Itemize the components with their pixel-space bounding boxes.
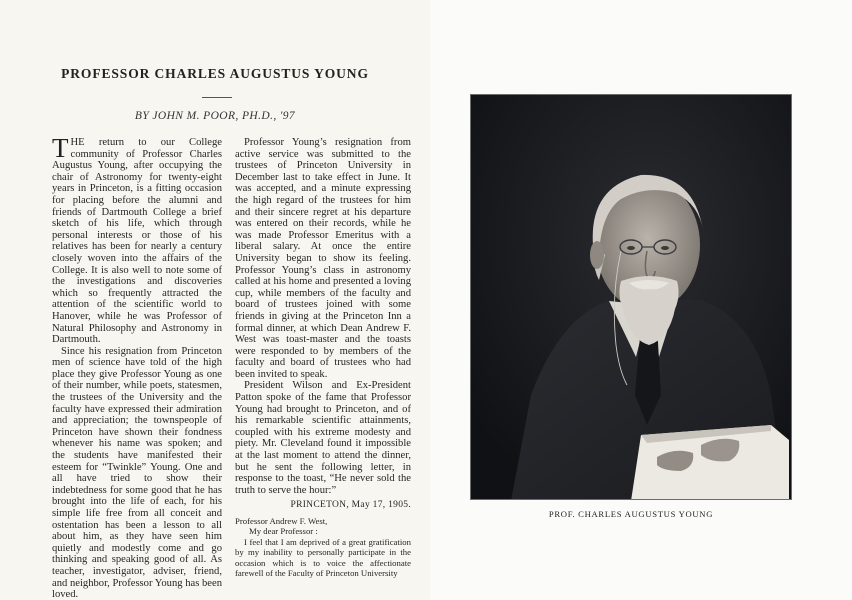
title-divider — [202, 97, 232, 98]
paragraph-3: Professor Young’s resignation from active service was submitted to the trustees of Princeton University in December last to take effect in June. It was accepted, and a minute expressing the high regard of the trustees for him and their sincere regret at his departure was entered on their records, while he was made Professor Emeritus with a liberal salary. At once the entire University began to show its feeling. Professor Young’s class in astronomy called at his home and presented a loving cup, while members of the faculty and board of trustees joined with some friends in giving at the Princeton Inn a formal dinner, at which Dean Andrew F. West was toast-master and the toasts were responded to by members of the faculty and board of trustees who had been invited to speak. — [235, 137, 411, 380]
text-column-right — [235, 137, 411, 578]
drop-cap: T — [52, 133, 69, 163]
paragraph-1-text: HE return to our College community of Professor Charles Augustus Young, after occupying the chair of Astronomy for twenty-eight years in Princeton, is a fitting occasion for placing before the alumni and friends of Dartmouth College a brief sketch of his life, which through personal interests or those of his relatives has been for nearly a century closely woven into the affairs of the College. It is also well to note some of the investigations and discoveries which so frequently attracted the attention of the scientific world to Hanover, while he was Professor of Natural Philosophy and Astronomy in Dartmouth. — [52, 137, 222, 346]
text-column-left — [52, 133, 222, 600]
letter-addressee: Professor Andrew F. West, — [235, 516, 328, 526]
portrait-photo — [470, 94, 792, 500]
article-title: PROFESSOR CHARLES AUGUSTUS YOUNG — [61, 66, 369, 81]
paragraph-1 — [52, 133, 222, 346]
letter-dateline: PRINCETON, May 17, 1905. — [290, 500, 411, 511]
photo-caption: PROF. CHARLES AUGUSTUS YOUNG — [548, 509, 714, 519]
paragraph-2: Since his resignation from Princeton men of science have told of the high place they give Professor Young as one of their number, while poets, statesmen, the trustees of the University and the faculty have expressed their admiration and appreciation; the townspeople of Princeton have shown their fondness whenever his name was spoken; and the students have manifested their esteem for “Twinkle” Young. One and all have tried to show their indebtedness for some good that he has brought into the life of each, for his simple life free from all conceit and ostentation has been a lesson to all about him, as they have seen him quietly and modestly come and go thinking and speaking good of all. As teacher, investigator, adviser, friend, and neighbor, Professor Young has been loved. — [52, 345, 222, 600]
paragraph-4: President Wilson and Ex-President Patton spoke of the fame that Professor Young had brought to Princeton, and of his remarkable scientific attainments, coupled with his extreme modesty and piety. Mr. Cleveland found it impossible at the last moment to attend the dinner, but he sent the following letter, in response to the toast, “He never sold the truth to serve the hour:” — [235, 380, 411, 496]
portrait-illustration — [471, 95, 792, 500]
letter-salutation: My dear Professor : — [249, 526, 318, 537]
letter-body: I feel that I am deprived of a great gratification by my inability to personally participate in the occasion which is to voice the affectionate farewell of the Faculty of Princeton University — [235, 536, 411, 579]
quoted-letter — [235, 516, 411, 578]
article-byline: BY JOHN M. POOR, PH.D., '97 — [134, 110, 296, 122]
